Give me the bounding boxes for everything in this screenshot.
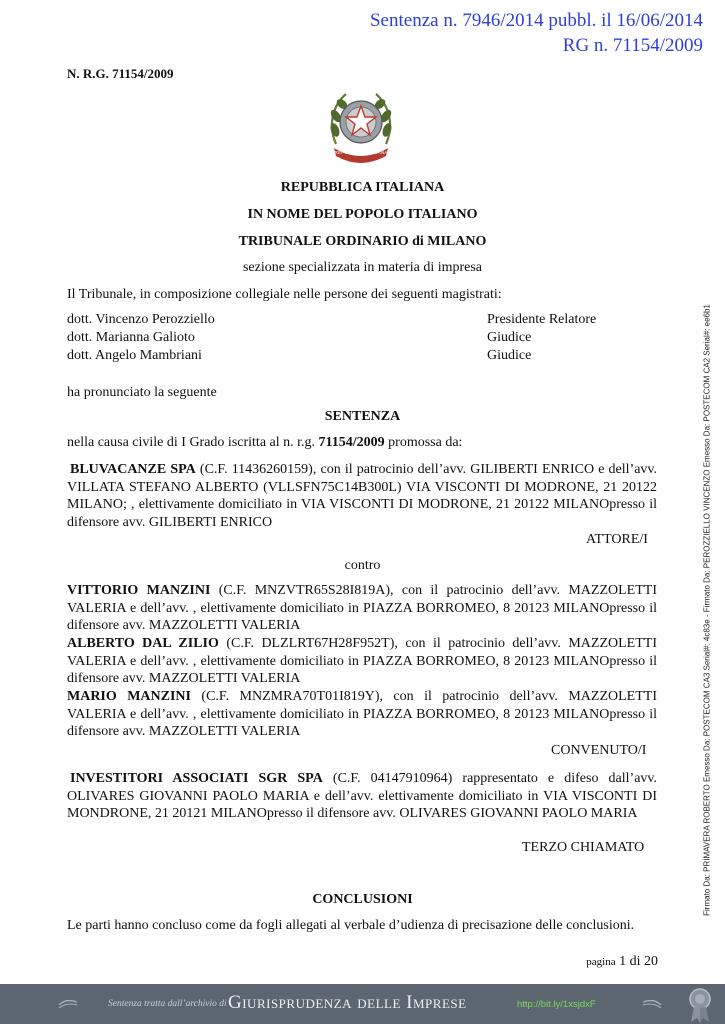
page-number [586,954,658,970]
page-label: pagina [586,956,616,968]
archive-label: Sentenza tratta dall’archivio di [108,999,227,1009]
plaintiff-paragraph [67,461,657,531]
award-ribbon-icon [686,987,714,1023]
defendant-name: ALBERTO DAL ZILIO [67,636,219,651]
case-intro-pre: nella causa civile di I Grado iscritta al n. r.g. [67,435,319,450]
case-number: N. R.G. 71154/2009 [67,66,174,81]
page-total: di 20 [629,954,658,969]
plaintiff-details: (C.F. 11436260159), con il patrocinio dell’avv. GILIBERTI ENRICO e dell’avv. VILLATA STEFANO ALBERTO (VLLSFN75C14B300L) VIA VISCONTI DI MODRONE, 21 20122 MILANO; , elettivamente domiciliato in VIA VISCONTI DI MODRONE, 21 20122 MILANOpresso il difensore avv. GILIBERTI ENRICO [67,462,658,530]
conclusions-text: Le parti hanno concluso come da fogli allegati al verbale d’udienza di precisazione delle conclusioni. [67,918,635,933]
defendant-details: (C.F. DLZLRT67H28F952T), con il patrocinio dell’avv. MAZZOLETTI VALERIA e dell’avv. , elettivamente domiciliato in PIAZZA BORROMEO, 8 20123 MILANOpresso il difensore avv. MAZZOLETTI VALERIA [67,636,657,686]
people-heading: IN NOME DEL POPOLO ITALIANO [247,207,478,222]
swoosh-icon [642,996,662,1010]
defendant-details: (C.F. MNZVTR65S28I819A), con il patrocinio dell’avv. MAZZOLETTI VALERIA e dell’avv. , elettivamente domiciliato in PIAZZA BORROMEO, 8 20123 MILANOpresso il difensore avv. MAZZOLETTI VALERIA [67,583,657,633]
rg-stamp: RG n. 71154/2009 [562,35,703,56]
site-link[interactable]: http://bit.ly/1xsjdxF [517,999,596,1010]
defendant-details: (C.F. MNZMRA70T01I819Y), con il patrocinio dell’avv. MAZZOLETTI VALERIA e dell’avv. , elettivamente domiciliato in PIAZZA BORROMEO, 8 20123 MILANOpresso il difensore avv. MAZZOLETTI VALERIA [67,689,657,739]
contro-label: contro [344,558,381,573]
swoosh-icon [58,996,78,1010]
third-party-name: INVESTITORI ASSOCIATI SGR SPA [70,771,323,786]
brand-name: Giurisprudenza delle Imprese [228,992,467,1013]
magistrate-role: Giudice [487,330,532,345]
third-party-details: (C.F. 04147910964) rappresentato e difeso dall’avv. OLIVARES GIOVANNI PAOLO MARIA e dell’avv. elettivamente domiciliato in VIA VISCONTI DI MONDRONE, 21 20121 MILANOpresso il difensore avv. OLIVARES GIOVANNI PAOLO MARIA [67,771,657,821]
digital-signature-strip [695,250,719,970]
republic-emblem-icon [326,84,396,168]
digital-signature-text: Firmato Da: PRIMAVERA ROBERTO Emesso Da: POSTECOM CA3 Serial#: 4c83e - Firmato Da: PEROZZIELLO VINCENZO Emesso Da: POSTECOM CA2 Serial#: ee6b1 [702,304,712,916]
defendant-paragraph [67,582,657,635]
defendant-paragraph [67,688,657,741]
footer-banner [0,984,725,1024]
defendants-role: CONVENUTO/I [551,743,647,758]
magistrate-role: Giudice [487,348,532,363]
tribunal-heading: TRIBUNALE ORDINARIO di MILANO [238,234,487,249]
pronounced-line: ha pronunciato la seguente [67,385,217,400]
plaintiff-name: BLUVACANZE SPA [70,462,196,477]
case-intro-post: promossa da: [384,435,463,450]
plaintiff-role: ATTORE/I [586,532,648,547]
case-intro-number: 71154/2009 [318,435,385,450]
defendant-name: MARIO MANZINI [67,689,191,704]
defendant-name: VITTORIO MANZINI [67,583,211,598]
conclusions-title: CONCLUSIONI [312,892,413,907]
third-party-role: TERZO CHIAMATO [522,840,645,855]
sentence-title: SENTENZA [324,409,401,424]
magistrate-role: Presidente Relatore [487,312,597,327]
composition-intro: Il Tribunale, in composizione collegiale nelle persone dei seguenti magistrati: [67,287,502,302]
page-current: 1 [619,954,627,969]
magistrate-name: dott. Marianna Galioto [67,330,195,345]
emblem-ribbon-text: REPUBBLICA ITALIANA [334,150,388,155]
section-heading: sezione specializzata in materia di impresa [242,260,483,275]
case-intro [67,434,462,452]
magistrate-name: dott. Angelo Mambriani [67,348,202,363]
publication-stamp: Sentenza n. 7946/2014 pubbl. il 16/06/2014 [369,10,703,31]
magistrate-name: dott. Vincenzo Perozziello [67,312,215,327]
republic-heading: REPUBBLICA ITALIANA [280,180,445,195]
third-party-paragraph [67,770,657,823]
defendant-paragraph [67,635,657,688]
